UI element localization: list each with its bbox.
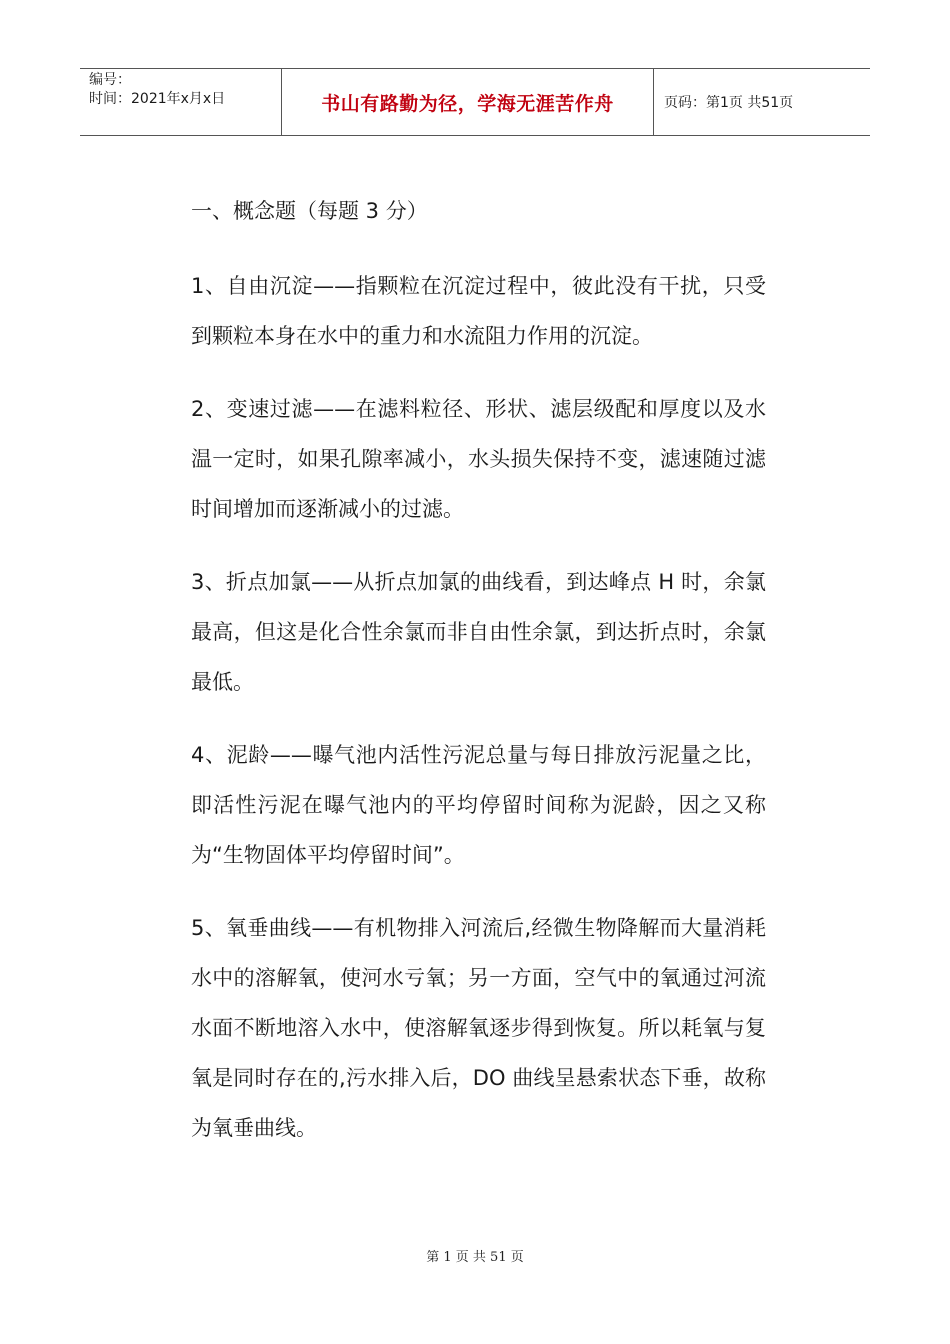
page-header <box>80 68 870 136</box>
document-number-label: 编号： <box>89 72 131 88</box>
document-body <box>191 186 766 1176</box>
concept-item-4: 4、泥龄——曝气池内活性污泥总量与每日排放污泥量之比，即活性污泥在曝气池内的平均停留时间称为泥龄，因之又称为“生物固体平均停留时间”。 <box>191 743 766 867</box>
document-time-label: 时间：2021年x月x日 <box>89 91 226 107</box>
concept-item-5: 5、氧垂曲线——有机物排入河流后,经微生物降解而大量消耗水中的溶解氧，使河水亏氧；另一方面，空气中的氧通过河流水面不断地溶入水中，使溶解氧逐步得到恢复。所以耗氧与复氧是同时存在的,污水排入后，DO 曲线呈悬索状态下垂，故称为氧垂曲线。 <box>191 916 766 1140</box>
header-page-info: 页码：第1页 共51页 <box>664 95 794 111</box>
section-title: 一、概念题（每题 3 分） <box>191 199 428 223</box>
concept-item-1: 1、自由沉淀——指颗粒在沉淀过程中，彼此没有干扰，只受到颗粒本身在水中的重力和水流阻力作用的沉淀。 <box>191 274 766 348</box>
header-meta <box>80 69 282 135</box>
concept-item-2: 2、变速过滤——在滤料粒径、形状、滤层级配和厚度以及水温一定时，如果孔隙率减小，水头损失保持不变，滤速随过滤时间增加而逐渐减小的过滤。 <box>191 397 766 521</box>
concept-item-3: 3、折点加氯——从折点加氯的曲线看，到达峰点 H 时，余氯最高，但这是化合性余氯而非自由性余氯，到达折点时，余氯最低。 <box>191 570 766 694</box>
header-motto: 书山有路勤为径，学海无涯苦作舟 <box>282 69 654 135</box>
page-footer: 第 1 页 共 51 页 <box>426 1250 524 1265</box>
